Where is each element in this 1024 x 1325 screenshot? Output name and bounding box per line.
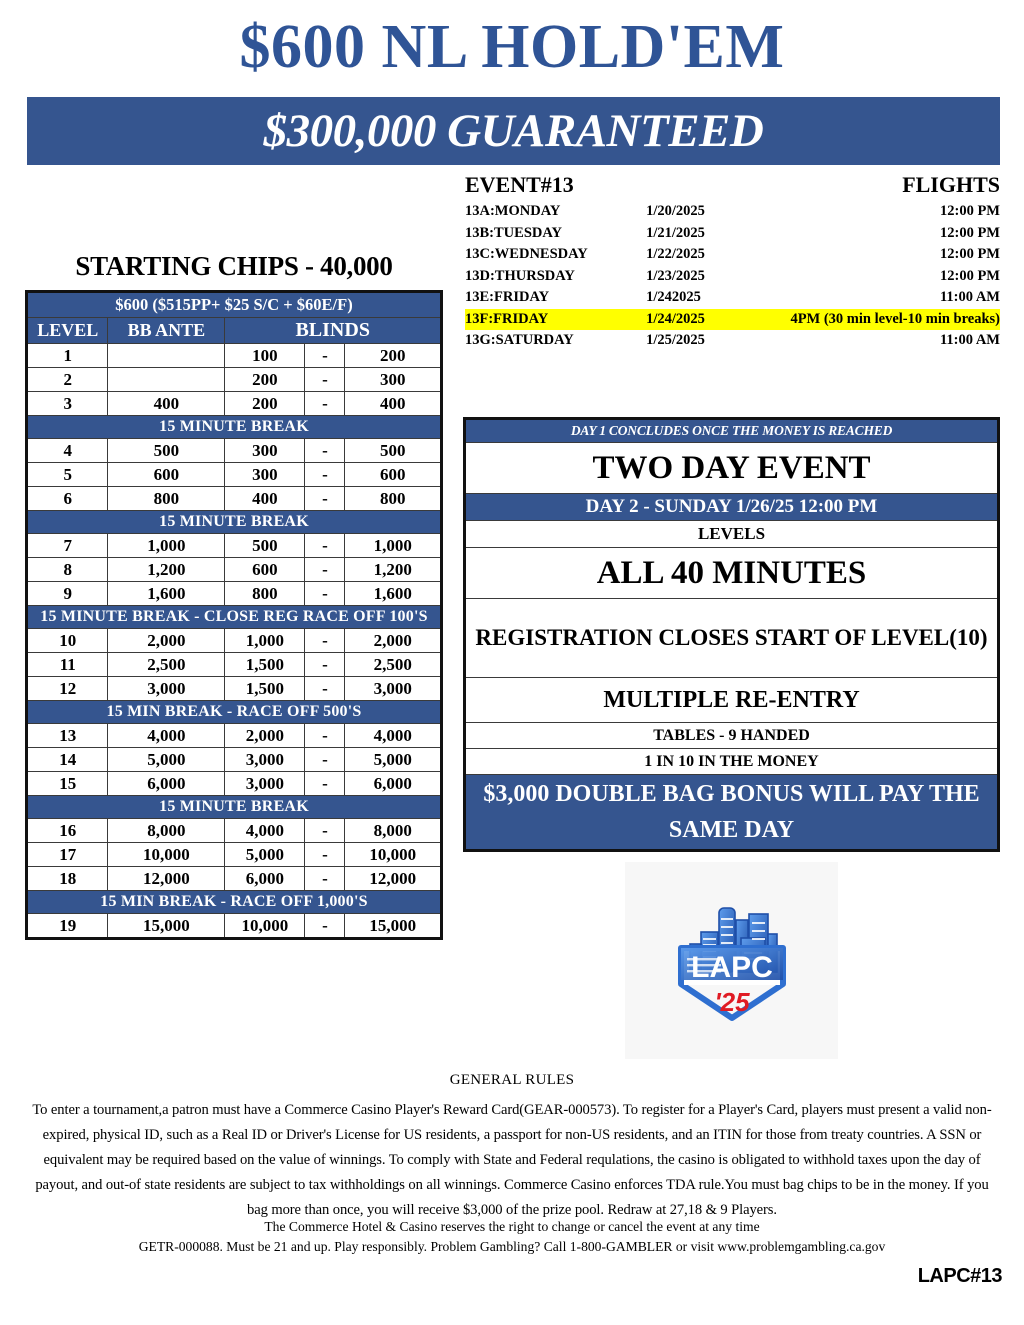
lapc-logo [625,862,838,1059]
flight-date: 1/242025 [646,289,701,306]
break-row [27,701,442,724]
flight-date: 1/20/2025 [646,203,705,220]
flight-day: 13E:FRIDAY [465,289,550,306]
blinds-header-row [27,318,442,344]
double-bag-bonus: $3,000 DOUBLE BAG BONUS WILL PAY THE SAME DAY [465,775,999,851]
break-row [27,891,442,914]
small-blind-value: 5,000 [225,843,305,867]
bb-ante-value: 15,000 [108,914,225,939]
big-blind-value: 500 [345,439,442,463]
level-row [27,772,442,796]
bb-ante-value [108,344,225,368]
level-number: 13 [27,724,108,748]
blinds-separator: - [305,439,345,463]
bb-ante-value: 800 [108,487,225,511]
bb-ante-value: 8,000 [108,819,225,843]
small-blind-value: 3,000 [225,772,305,796]
big-blind-value: 10,000 [345,843,442,867]
small-blind-value: 100 [225,344,305,368]
col-blinds: BLINDS [225,318,442,344]
general-rules-title: GENERAL RULES [449,1072,575,1088]
level-row [27,843,442,867]
level-number: 19 [27,914,108,939]
level-row [27,463,442,487]
lapc-wordmark: LAPC [690,950,773,984]
footer-disclaimer: The Commerce Hotel & Casino reserves the right to change or cancel the event at any time [264,1219,760,1234]
big-blind-value: 400 [345,392,442,416]
blinds-separator: - [305,653,345,677]
flight-time: 12:00 PM [940,267,1000,284]
flight-day: 13B:TUESDAY [465,224,562,241]
blinds-separator: - [305,344,345,368]
flight-time: 12:00 PM [940,246,1000,263]
level-row [27,534,442,558]
level-row [27,368,442,392]
flight-date: 1/22/2025 [646,246,705,263]
bb-ante-value [108,368,225,392]
big-blind-value: 600 [345,463,442,487]
flight-date: 1/25/2025 [646,332,705,349]
small-blind-value: 4,000 [225,819,305,843]
big-blind-value: 15,000 [345,914,442,939]
blinds-separator: - [305,629,345,653]
big-blind-value: 1,000 [345,534,442,558]
flight-time: 11:00 AM [939,289,1000,306]
level-row [27,487,442,511]
level-duration: ALL 40 MINUTES [465,548,999,599]
level-row [27,392,442,416]
reentry-policy: MULTIPLE RE-ENTRY [465,678,999,723]
guarantee-band [27,97,1000,165]
break-row [27,606,442,629]
level-number: 11 [27,653,108,677]
break-label: 15 MINUTE BREAK [27,511,442,534]
blinds-separator: - [305,463,345,487]
level-number: 3 [27,392,108,416]
info-row-levels [465,521,999,548]
flight-day: 13G:SATURDAY [465,332,574,349]
level-number: 15 [27,772,108,796]
level-row [27,582,442,606]
blinds-structure-table [25,290,443,940]
general-rules-body: To enter a tournament,a patron must have a Commerce Casino Player's Reward Card(GEAR-000573). To register for a Player's Card, players must present a valid non-expired, physical ID, such as a Real ID or Driver's License for US residents, a passport for non-US residents, and an ITIN for those from treaty countries. A SSN or equivalent may be required based on the value of winnings. To comply with State and Federal requlations, the casino is obligated to withhold taxes upon the day of payout, and out-of state residents are subject to tax withholdings on all winnings. Commerce Casino enforces TDA rule.You must bag chips to be in the money. If you bag more than once, you will receive $3,000 of the prize pool. Redraw at 27,18 & 9 Players. [32,1102,992,1219]
flights-table [465,170,1000,352]
bb-ante-value: 1,000 [108,534,225,558]
small-blind-value: 3,000 [225,748,305,772]
flight-day: 13F:FRIDAY [465,309,646,331]
bb-ante-value: 1,600 [108,582,225,606]
level-number: 6 [27,487,108,511]
flight-row [465,287,1000,309]
bb-ante-value: 400 [108,392,225,416]
bb-ante-value: 5,000 [108,748,225,772]
break-label: 15 MINUTE BREAK [27,796,442,819]
info-row-day1 [465,419,999,443]
event-info-panel [463,417,1000,852]
footer-license: GETR-000088. Must be 21 and up. Play responsibly. Problem Gambling? Call 1-800-GAMBLER or visit www.problemgambling.ca.gov [138,1239,886,1254]
bb-ante-value: 6,000 [108,772,225,796]
level-number: 9 [27,582,108,606]
table-size: TABLES - 9 HANDED [465,723,999,749]
small-blind-value: 500 [225,534,305,558]
small-blind-value: 6,000 [225,867,305,891]
general-rules-section [0,1072,1024,1223]
break-label: 15 MINUTE BREAK [27,416,442,439]
big-blind-value: 1,600 [345,582,442,606]
big-blind-value: 12,000 [345,867,442,891]
bb-ante-value: 2,000 [108,629,225,653]
level-number: 8 [27,558,108,582]
flight-time: 4PM (30 min level-10 min breaks) [790,309,1000,331]
big-blind-value: 2,000 [345,629,442,653]
flights-label: FLIGHTS [902,172,1000,197]
flight-row [465,309,1000,331]
flight-time: 12:00 PM [940,224,1000,241]
big-blind-value: 300 [345,368,442,392]
event-code-label: LAPC#13 [917,1265,1002,1287]
level-number: 7 [27,534,108,558]
blinds-separator: - [305,867,345,891]
bb-ante-value: 12,000 [108,867,225,891]
info-row-tables [465,723,999,749]
lapc-year: '25 [713,986,750,1017]
level-row [27,724,442,748]
big-blind-value: 200 [345,344,442,368]
small-blind-value: 300 [225,463,305,487]
payout-ratio: 1 IN 10 IN THE MONEY [465,749,999,775]
event-label: EVENT#13 [465,172,574,197]
level-row [27,748,442,772]
level-number: 18 [27,867,108,891]
bb-ante-value: 3,000 [108,677,225,701]
buyin-text: $600 ($515PP+ $25 S/C + $60E/F) [27,292,442,318]
break-label: 15 MIN BREAK - RACE OFF 500'S [27,701,442,724]
level-number: 12 [27,677,108,701]
flights-panel [465,170,1000,352]
starting-chips-title: STARTING CHIPS - 40,000 [75,251,393,281]
bb-ante-value: 2,500 [108,653,225,677]
small-blind-value: 1,500 [225,653,305,677]
blinds-separator: - [305,534,345,558]
col-level: LEVEL [27,318,108,344]
level-number: 5 [27,463,108,487]
blinds-separator: - [305,368,345,392]
blinds-separator: - [305,819,345,843]
info-row-day2 [465,494,999,521]
blinds-separator: - [305,582,345,606]
level-row [27,677,442,701]
small-blind-value: 1,000 [225,629,305,653]
info-row-minutes [465,548,999,599]
flight-time: 11:00 AM [939,332,1000,349]
level-number: 14 [27,748,108,772]
day1-conclusion-note: DAY 1 CONCLUDES ONCE THE MONEY IS REACHED [465,419,999,443]
small-blind-value: 200 [225,392,305,416]
flight-row [465,201,1000,223]
big-blind-value: 4,000 [345,724,442,748]
level-row [27,439,442,463]
small-blind-value: 600 [225,558,305,582]
bb-ante-value: 4,000 [108,724,225,748]
small-blind-value: 10,000 [225,914,305,939]
level-row [27,558,442,582]
col-bb-ante: BB ANTE [108,318,225,344]
info-row-registration [465,599,999,678]
level-row [27,819,442,843]
big-blind-value: 800 [345,487,442,511]
flight-date: 1/24/2025 [646,309,790,331]
flight-row [465,266,1000,288]
small-blind-value: 300 [225,439,305,463]
break-label: 15 MIN BREAK - RACE OFF 1,000'S [27,891,442,914]
bb-ante-value: 10,000 [108,843,225,867]
bb-ante-value: 600 [108,463,225,487]
small-blind-value: 200 [225,368,305,392]
info-row-money [465,749,999,775]
blinds-separator: - [305,772,345,796]
level-number: 2 [27,368,108,392]
buyin-row [27,292,442,318]
level-number: 17 [27,843,108,867]
guarantee-text: $300,000 GUARANTEED [263,105,764,157]
flight-date: 1/23/2025 [646,267,705,284]
blinds-separator: - [305,748,345,772]
flight-date: 1/21/2025 [646,224,705,241]
break-row [27,511,442,534]
bb-ante-value: 500 [108,439,225,463]
blinds-separator: - [305,392,345,416]
info-row-bonus [465,775,999,851]
small-blind-value: 800 [225,582,305,606]
lapc-shield-icon [657,886,807,1036]
info-row-reentry [465,678,999,723]
flight-day: 13A:MONDAY [465,203,561,220]
flight-day: 13C:WEDNESDAY [465,246,588,263]
flight-row [465,223,1000,245]
big-blind-value: 8,000 [345,819,442,843]
small-blind-value: 2,000 [225,724,305,748]
blinds-separator: - [305,487,345,511]
blinds-separator: - [305,558,345,582]
level-row [27,629,442,653]
blinds-separator: - [305,724,345,748]
info-row-twoday [465,443,999,494]
level-row [27,653,442,677]
bb-ante-value: 1,200 [108,558,225,582]
day2-schedule: DAY 2 - SUNDAY 1/26/25 12:00 PM [465,494,999,521]
break-label: 15 MINUTE BREAK - CLOSE REG RACE OFF 100'S [27,606,442,629]
flight-row [465,330,1000,352]
level-row [27,914,442,939]
blinds-separator: - [305,914,345,939]
big-blind-value: 3,000 [345,677,442,701]
flight-day: 13D:THURSDAY [465,267,575,284]
level-row [27,867,442,891]
flight-row [465,244,1000,266]
blinds-separator: - [305,677,345,701]
break-row [27,796,442,819]
small-blind-value: 400 [225,487,305,511]
big-blind-value: 1,200 [345,558,442,582]
flights-header-row [465,170,1000,201]
level-row [27,344,442,368]
level-number: 16 [27,819,108,843]
page-title: $600 NL HOLD'EM [239,13,785,81]
big-blind-value: 5,000 [345,748,442,772]
small-blind-value: 1,500 [225,677,305,701]
two-day-event-label: TWO DAY EVENT [465,443,999,494]
levels-label: LEVELS [465,521,999,548]
flight-time: 12:00 PM [940,203,1000,220]
registration-close: REGISTRATION CLOSES START OF LEVEL(10) [465,599,999,678]
blinds-separator: - [305,843,345,867]
level-number: 1 [27,344,108,368]
level-number: 4 [27,439,108,463]
big-blind-value: 6,000 [345,772,442,796]
break-row [27,416,442,439]
big-blind-value: 2,500 [345,653,442,677]
level-number: 10 [27,629,108,653]
